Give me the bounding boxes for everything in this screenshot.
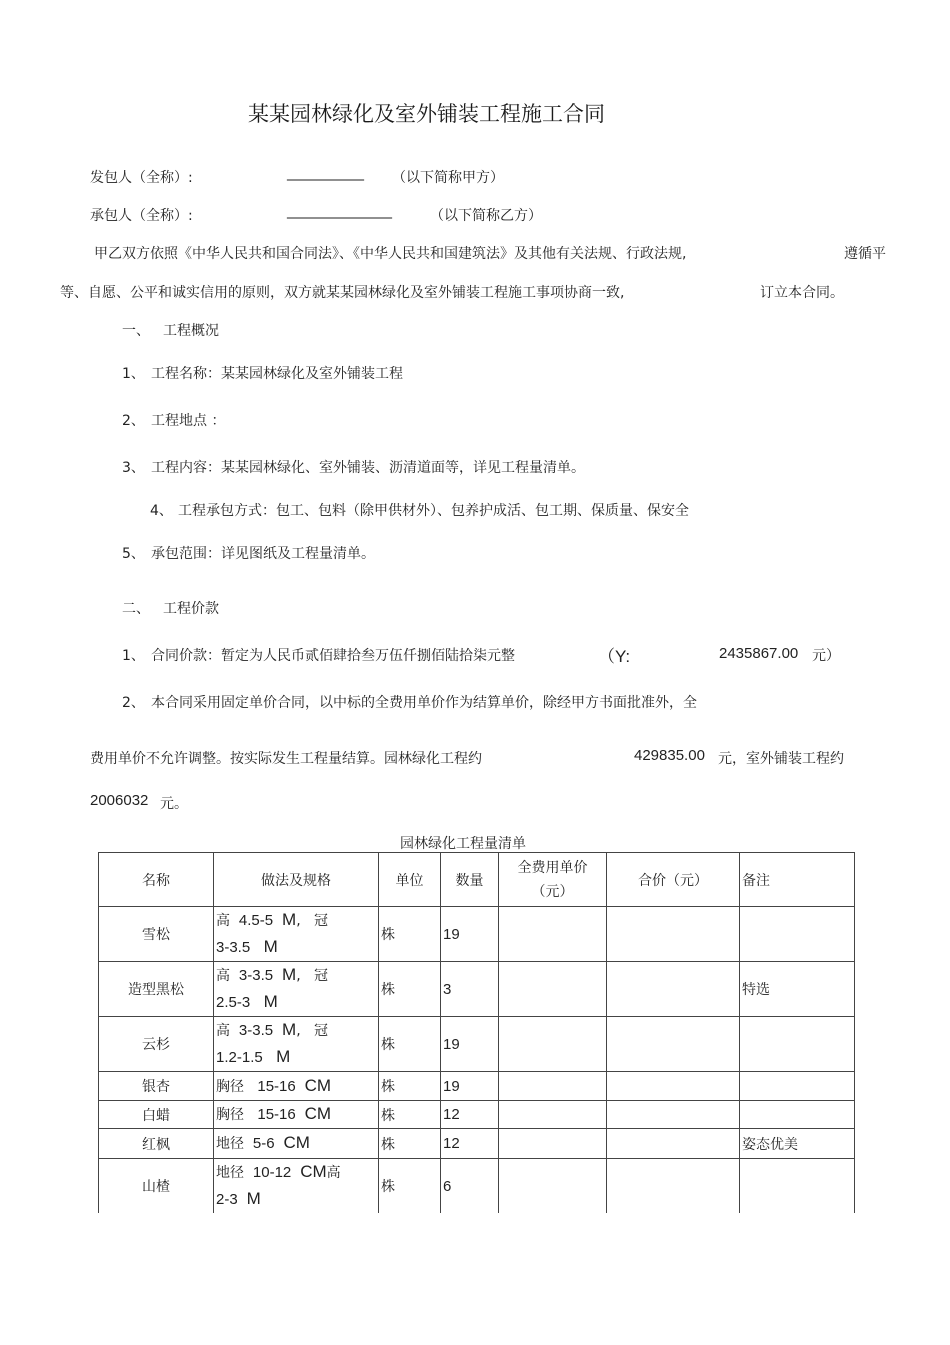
cell-qty: 3	[441, 962, 499, 1017]
spec-unit: CM	[300, 1162, 327, 1181]
spec-value: 5-6	[252, 1135, 275, 1152]
cell-unit-price	[499, 1072, 607, 1101]
spec-value: 3-3.5	[238, 967, 274, 984]
document-title: 某某园林绿化及室外铺装工程施工合同	[248, 102, 605, 126]
paving-amount-unit: 元。	[160, 796, 188, 812]
cell-name: 银杏	[99, 1072, 214, 1101]
spec-text: 地径	[216, 1165, 244, 1181]
spec-unit: CM	[283, 1133, 310, 1152]
spec-value: 15-16	[257, 1106, 296, 1123]
cell-remark: 姿态优美	[740, 1129, 855, 1159]
spec-unit: M	[263, 937, 278, 956]
cell-total	[607, 1159, 740, 1214]
table-row	[99, 962, 855, 1017]
table-row	[99, 1017, 855, 1072]
contract-scope-item: 承包范围：详见图纸及工程量清单。	[151, 546, 375, 562]
header-name: 名称	[99, 853, 214, 907]
preamble-line2-end: 订立本合同。	[760, 285, 844, 301]
project-location-item: 工程地点 ：	[151, 413, 226, 429]
item-number: 2、	[122, 413, 145, 429]
table-row	[99, 1101, 855, 1129]
quantity-table	[98, 852, 855, 1213]
section1-heading: 工程概况	[163, 323, 219, 339]
spec-text: 高	[216, 968, 230, 984]
cell-unit: 株	[379, 907, 441, 962]
employer-blank: ___________	[287, 165, 364, 181]
cell-unit: 株	[379, 1017, 441, 1072]
item-number: 1、	[122, 366, 145, 382]
cell-spec	[214, 1101, 379, 1129]
employer-note: （以下简称甲方）	[392, 170, 504, 186]
spec-text: 高	[326, 1165, 341, 1181]
section2-heading: 工程价款	[163, 601, 219, 617]
cell-qty: 6	[441, 1159, 499, 1214]
table-header-row	[99, 853, 855, 907]
spec-unit: M	[282, 910, 297, 929]
spec-unit: M	[276, 1047, 291, 1066]
cell-remark	[740, 1017, 855, 1072]
yen-label: （Y:	[598, 647, 631, 666]
spec-text: 胸径	[216, 1078, 244, 1095]
spec-value: 1.2-1.5	[216, 1049, 263, 1066]
cell-total	[607, 1017, 740, 1072]
spec-sep: ,	[296, 913, 301, 929]
contract-amount: 2435867.00	[719, 645, 799, 662]
spec-text: 冠	[314, 1023, 328, 1039]
cell-unit: 株	[379, 1159, 441, 1214]
spec-value: 3-3.5	[216, 939, 251, 956]
spec-value: 2.5-3	[216, 994, 251, 1011]
table-row	[99, 1129, 855, 1159]
header-total: 合价（元）	[607, 853, 740, 907]
spec-sep: ,	[296, 968, 301, 984]
table-row	[99, 1159, 855, 1214]
cell-remark	[740, 1072, 855, 1101]
spec-text: 地径	[216, 1136, 244, 1152]
item-number: 3、	[122, 460, 145, 476]
spec-sep: ,	[296, 1023, 301, 1039]
contract-price-text: 合同价款：暂定为人民币贰佰肆拾叁万伍仟捌佰陆拾柒元整	[151, 648, 515, 664]
cell-unit-price	[499, 907, 607, 962]
cell-name: 山楂	[99, 1159, 214, 1214]
project-name-item: 工程名称：某某园林绿化及室外铺装工程	[151, 366, 403, 382]
cell-spec	[214, 1072, 379, 1101]
section2-number: 二、	[122, 601, 150, 617]
cell-name: 白蜡	[99, 1101, 214, 1129]
preamble-line1-end: 遵循平	[844, 246, 886, 262]
spec-unit: CM	[304, 1075, 332, 1095]
cell-name: 雪松	[99, 907, 214, 962]
employer-label: 发包人（全称）:	[90, 170, 193, 186]
spec-text: 高	[216, 1023, 230, 1039]
cell-name: 造型黑松	[99, 962, 214, 1017]
landscaping-amount: 429835.00	[634, 747, 705, 764]
spec-text: 高	[216, 913, 230, 929]
paving-amount: 2006032	[90, 792, 149, 809]
cell-unit-price	[499, 962, 607, 1017]
spec-text: 冠	[314, 968, 328, 984]
spec-unit: M	[282, 965, 297, 984]
header-unit-price-line1: 全费用单价	[517, 859, 588, 876]
spec-text: 冠	[314, 913, 328, 929]
cell-qty: 12	[441, 1129, 499, 1159]
cell-qty: 12	[441, 1101, 499, 1129]
cell-unit-price	[499, 1159, 607, 1214]
cell-unit: 株	[379, 1072, 441, 1101]
cell-remark: 特选	[740, 962, 855, 1017]
continuation-text: 费用单价不允许调整。按实际发生工程量结算。园林绿化工程约	[90, 751, 482, 767]
spec-value: 15-16	[257, 1077, 296, 1095]
spec-unit: CM	[304, 1104, 332, 1123]
cell-qty: 19	[441, 1072, 499, 1101]
cell-spec	[214, 962, 379, 1017]
spec-text: 胸径	[216, 1107, 244, 1123]
cell-unit-price	[499, 1101, 607, 1129]
cell-total	[607, 907, 740, 962]
header-qty: 数量	[441, 853, 499, 907]
cell-total	[607, 1129, 740, 1159]
contract-amount-unit: 元）	[812, 648, 840, 664]
item-number: 1、	[122, 648, 145, 664]
fixed-price-text: 本合同采用固定单价合同，以中标的全费用单价作为结算单价，除经甲方书面批准外，全	[151, 695, 697, 711]
cell-qty: 19	[441, 1017, 499, 1072]
cell-total	[607, 1101, 740, 1129]
preamble-line2: 等、自愿、公平和诚实信用的原则，双方就某某园林绿化及室外铺装工程施工事项协商一致,	[60, 285, 625, 301]
table-caption: 园林绿化工程量清单	[400, 836, 526, 852]
continuation-text-b: 元，室外铺装工程约	[718, 751, 844, 767]
contractor-blank: _______________	[287, 203, 392, 219]
spec-value: 10-12	[252, 1164, 292, 1181]
spec-value: 3-3.5	[238, 1022, 274, 1039]
spec-unit: M	[282, 1020, 297, 1039]
cell-remark	[740, 1159, 855, 1214]
contract-method-item: 工程承包方式：包工、包料（除甲供材外）、包养护成活、包工期、保质量、保安全	[178, 503, 689, 519]
spec-unit: M	[263, 992, 278, 1011]
item-number: 2、	[122, 695, 145, 711]
spec-value: 2-3	[216, 1191, 238, 1208]
preamble-line1: 甲乙双方依照《中华人民共和国合同法》、《中华人民共和国建筑法》及其他有关法规、行政法规,	[94, 246, 687, 262]
cell-remark	[740, 907, 855, 962]
cell-spec	[214, 1159, 379, 1214]
spec-value: 4.5-5	[238, 912, 274, 929]
item-number: 4、	[150, 503, 173, 519]
cell-spec	[214, 907, 379, 962]
section1-number: 一、	[122, 323, 150, 339]
table-row	[99, 1072, 855, 1101]
project-content-item: 工程内容：某某园林绿化、室外铺装、沥清道面等，详见工程量清单。	[151, 460, 585, 476]
cell-total	[607, 962, 740, 1017]
item-number: 5、	[122, 546, 145, 562]
header-unit-price-line2: （元）	[531, 883, 574, 900]
contractor-note: （以下简称乙方）	[430, 208, 542, 224]
table-row	[99, 907, 855, 962]
cell-remark	[740, 1101, 855, 1129]
spec-unit: M	[246, 1189, 261, 1208]
header-spec: 做法及规格	[214, 853, 379, 907]
header-remark: 备注	[740, 853, 855, 907]
cell-spec	[214, 1017, 379, 1072]
cell-name: 红枫	[99, 1129, 214, 1159]
cell-total	[607, 1072, 740, 1101]
header-unit-price	[499, 853, 607, 907]
cell-unit: 株	[379, 962, 441, 1017]
cell-spec	[214, 1129, 379, 1159]
cell-qty: 19	[441, 907, 499, 962]
cell-unit: 株	[379, 1101, 441, 1129]
contractor-label: 承包人（全称）:	[90, 208, 193, 224]
cell-unit-price	[499, 1129, 607, 1159]
cell-unit: 株	[379, 1129, 441, 1159]
cell-name: 云杉	[99, 1017, 214, 1072]
cell-unit-price	[499, 1017, 607, 1072]
header-unit: 单位	[379, 853, 441, 907]
